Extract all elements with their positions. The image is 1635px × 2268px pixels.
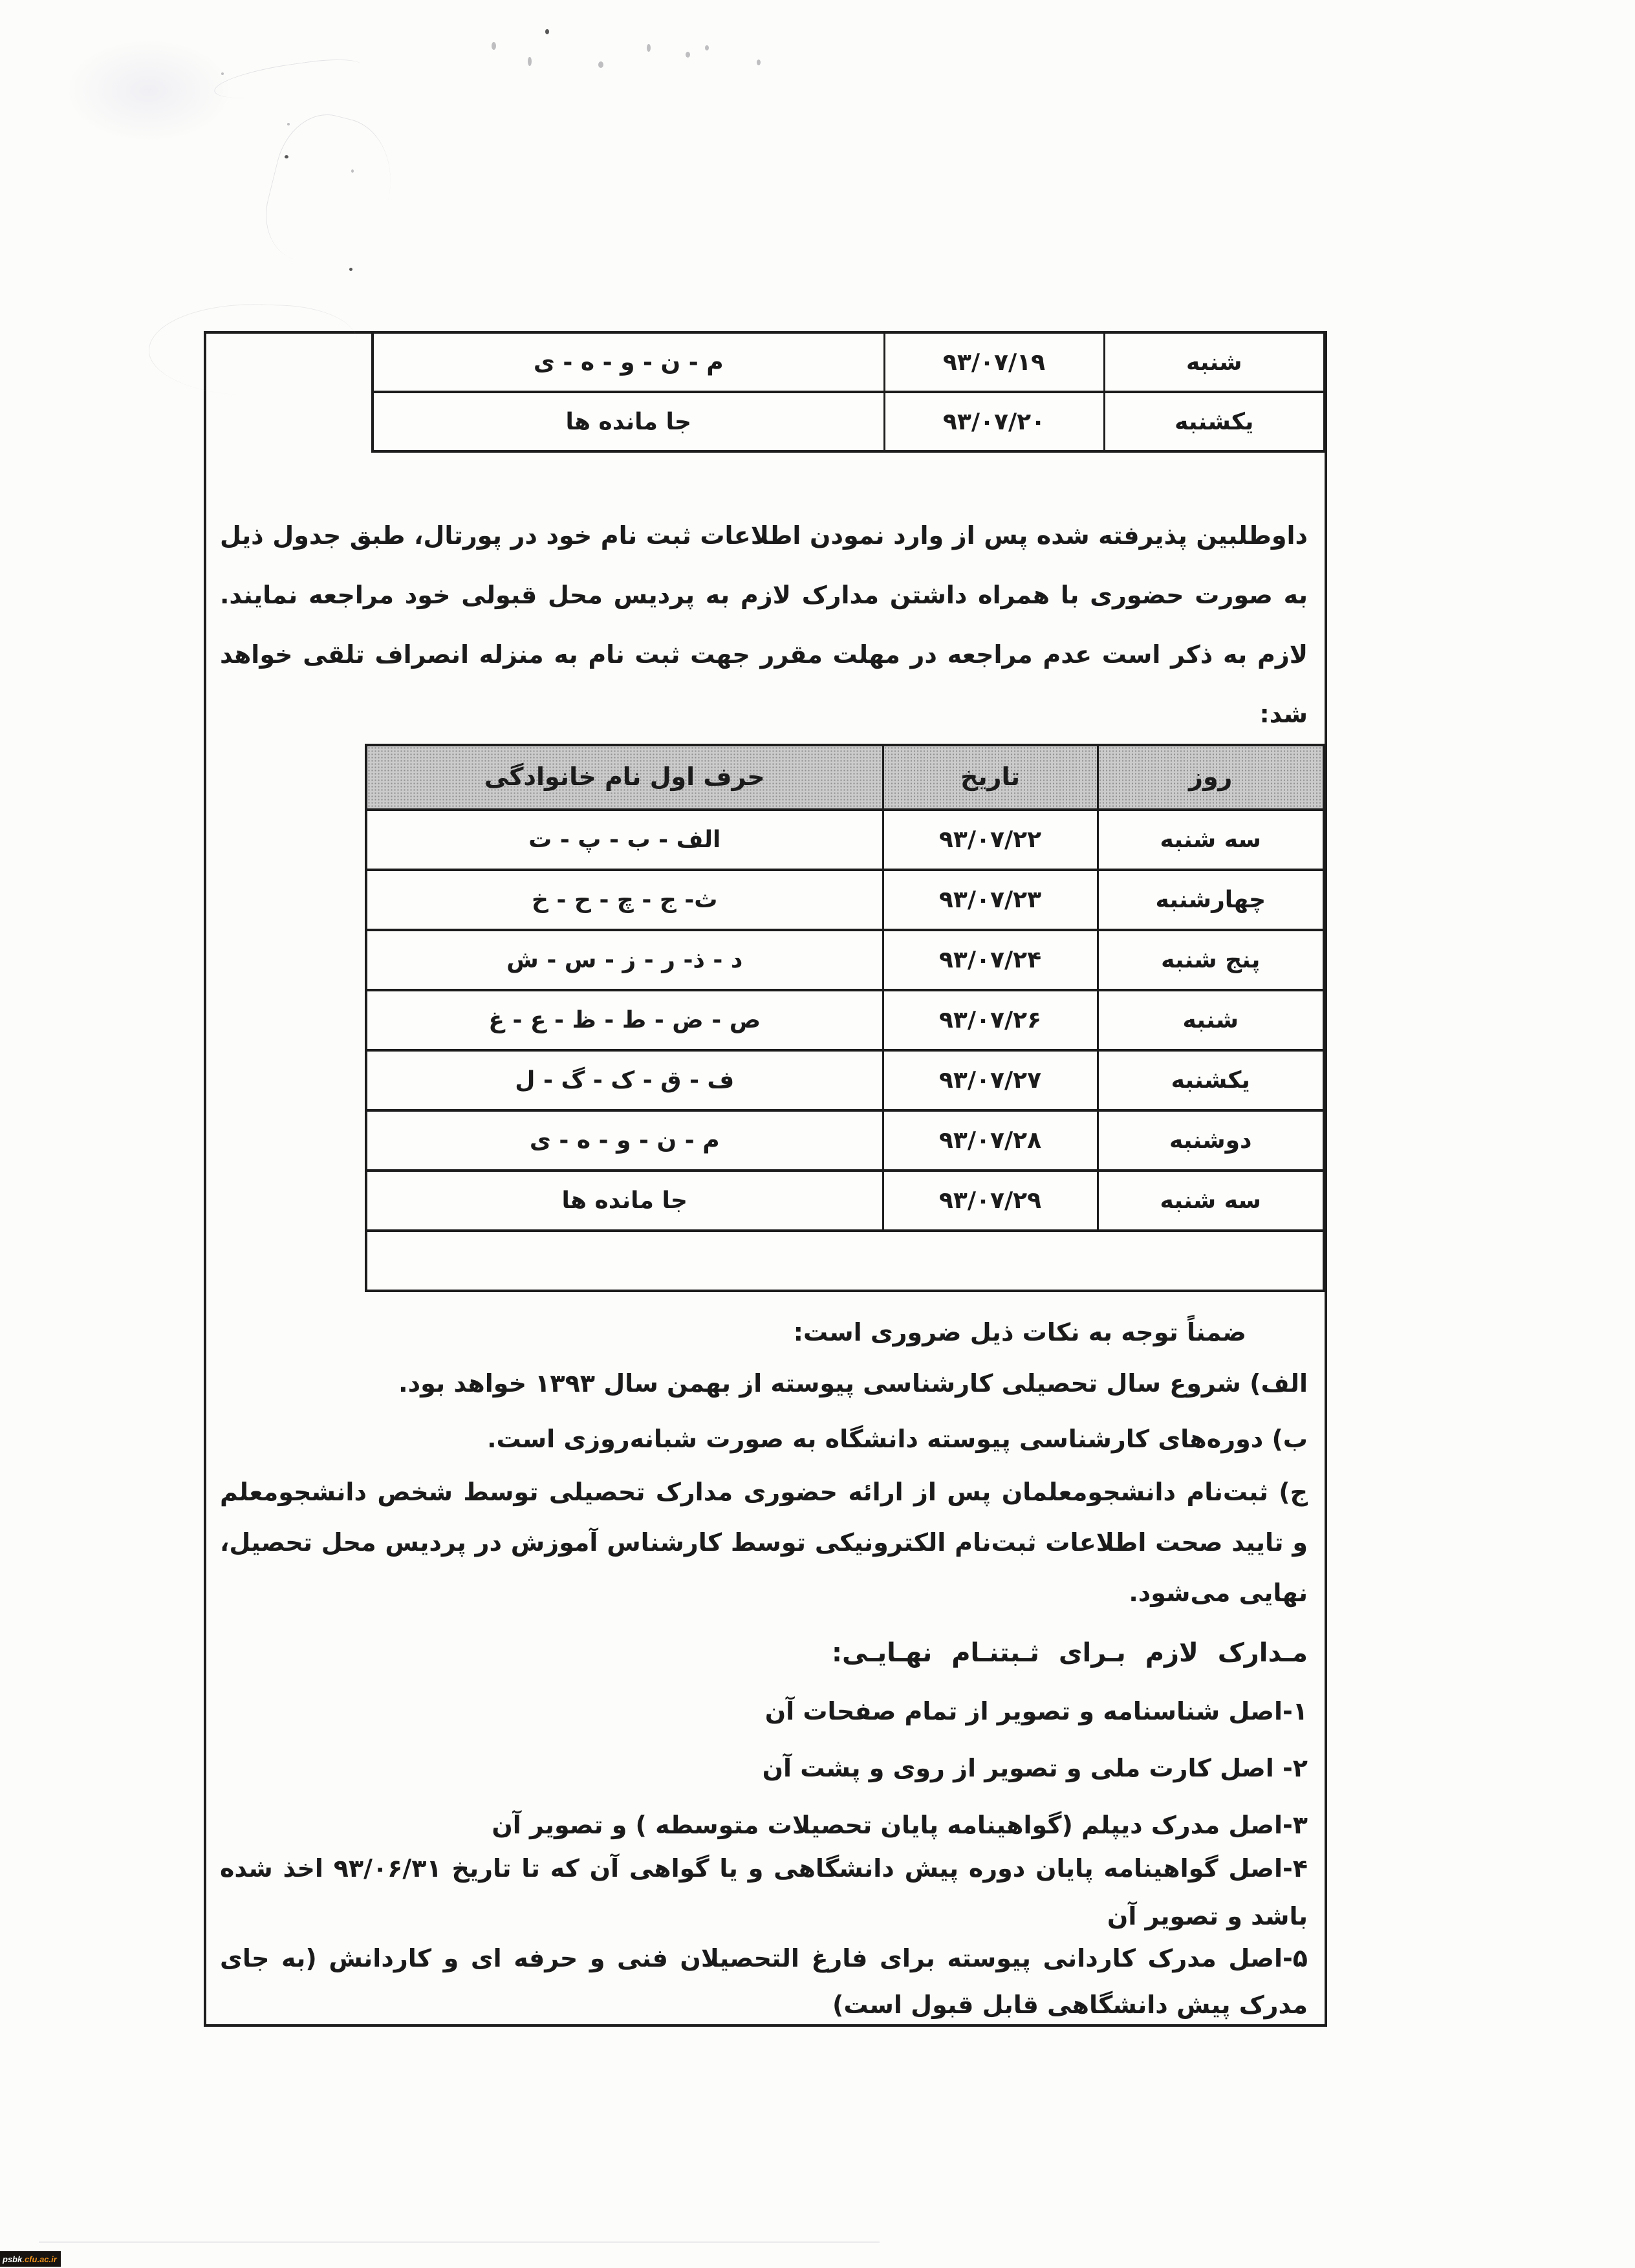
day-cell: چهارشنبه — [1098, 870, 1324, 930]
day-cell: شنبه — [1104, 332, 1325, 392]
letters-column-header: حرف اول نام خانوادگی — [366, 745, 883, 810]
date-column-header: تاریخ — [883, 745, 1098, 810]
scan-speck — [221, 72, 224, 75]
table-header-row — [366, 745, 1324, 810]
day-cell: دوشنبه — [1098, 1110, 1324, 1171]
scan-squiggle — [255, 105, 406, 278]
letters-cell: الف - ب - پ - ت — [366, 810, 883, 870]
table-row — [373, 392, 1325, 451]
document-item-1: ۱-اصل شناسنامه و تصویر از تمام صفحات آن — [764, 1697, 1308, 1725]
day-cell: پنج شنبه — [1098, 930, 1324, 990]
scan-squiggle — [212, 54, 364, 105]
day-cell: یکشنبه — [1104, 392, 1325, 451]
intro-paragraph: داوطلبین پذیرفته شده پس از وارد نمودن اطلاعات ثبت نام خود در پورتال، طبق جدول ذیل به صورت حضوری با همراه داشتن مدارک لازم به پردیس محل قبولی خود مراجعه نمایند. لازم به ذکر است عدم مراجعه در مهلت مقرر جهت ثبت نام به منزله انصراف تلقی خواهد شد: — [220, 521, 1308, 728]
letters-cell: ف - ق - ک - گ - ل — [366, 1050, 883, 1110]
notes-intro: ضمناً توجه به نکات ذیل ضروری است: — [793, 1318, 1246, 1346]
date-cell: ۹۳/۰۷/۲۶ — [883, 990, 1098, 1050]
letters-cell: ث- ج - چ - ح - خ — [366, 870, 883, 930]
day-cell: سه شنبه — [1098, 810, 1324, 870]
letters-cell: د - ذ- ر - ز - س - ش — [366, 930, 883, 990]
scan-speck — [545, 29, 549, 34]
note-item-a: الف) شروع سال تحصیلی کارشناسی پیوسته از بهمن سال ۱۳۹۳ خواهد بود. — [398, 1369, 1308, 1398]
letters-cell: ص - ض - ط - ظ - ع - غ — [366, 990, 883, 1050]
document-item-3: ۳-اصل مدرک دیپلم (گواهینامه پایان تحصیلات متوسطه ) و تصویر آن — [492, 1811, 1308, 1839]
day-cell: سه شنبه — [1098, 1171, 1324, 1231]
document-item-4: ۴-اصل گواهینامه پایان دوره پیش دانشگاهی و یا گواهی آن که تا تاریخ ۹۳/۰۶/۳۱ اخذ شده باشد و تصویر آن — [220, 1854, 1308, 1930]
date-cell: ۹۳/۰۷/۲۷ — [883, 1050, 1098, 1110]
date-cell: ۹۳/۰۷/۲۸ — [883, 1110, 1098, 1171]
scan-speck — [528, 57, 532, 66]
note-item-j: ج) ثبت‌نام دانشجومعلمان پس از ارائه حضوری مدارک تحصیلی توسط شخص دانشجومعلم و تایید صحت اطلاعات ثبت‌نام الکترونیکی توسط کارشناس آموزش در پردیس محل تحصیل، نهایی می‌شود. — [220, 1478, 1308, 1607]
date-cell: ۹۳/۰۷/۱۹ — [884, 332, 1104, 392]
watermark-suffix: .cfu.ac.ir — [22, 2254, 57, 2264]
scan-faint-line — [39, 2241, 880, 2243]
letters-cell: م - ن - و - ه - ی — [366, 1110, 883, 1171]
scan-speck — [351, 169, 354, 173]
day-cell: شنبه — [1098, 990, 1324, 1050]
scan-speck — [287, 123, 290, 125]
scan-speck — [705, 45, 709, 50]
registration-schedule-table — [365, 744, 1325, 1292]
scan-smudge — [65, 39, 233, 142]
scan-speck — [285, 155, 288, 158]
date-cell: ۹۳/۰۷/۲۰ — [884, 392, 1104, 451]
scan-speck — [598, 61, 603, 68]
empty-table-row — [366, 1231, 1324, 1291]
table-row — [366, 990, 1324, 1050]
day-cell: یکشنبه — [1098, 1050, 1324, 1110]
note-item-b: ب) دوره‌های کارشناسی پیوسته دانشگاه به صورت شبانه‌روزی است. — [487, 1425, 1308, 1453]
document-item-5: ۵-اصل مدرک کاردانی پیوسته برای فارغ التحصیلان فنی و حرفه ای و کاردانش (به جای مدرک پیش دانشگاهی قابل قبول است) — [220, 1944, 1308, 2019]
scan-speck — [686, 52, 690, 58]
letters-cell: جا مانده ها — [373, 392, 884, 451]
letters-cell: م - ن - و - ه - ی — [373, 332, 884, 392]
scan-speck — [349, 268, 352, 271]
scan-squiggle — [147, 300, 358, 398]
table-row — [366, 1171, 1324, 1231]
date-cell: ۹۳/۰۷/۲۹ — [883, 1171, 1098, 1231]
table-row — [366, 870, 1324, 930]
day-column-header: روز — [1098, 745, 1324, 810]
table-row — [366, 1050, 1324, 1110]
document-item-2: ۲- اصل کارت ملی و تصویر از روی و پشت آن — [762, 1754, 1308, 1782]
table-row — [373, 332, 1325, 392]
scan-speck — [492, 42, 496, 50]
date-cell: ۹۳/۰۷/۲۳ — [883, 870, 1098, 930]
date-cell: ۹۳/۰۷/۲۲ — [883, 810, 1098, 870]
table-row — [366, 810, 1324, 870]
scan-speck — [647, 44, 651, 52]
watermark-prefix: psbk — [3, 2254, 23, 2264]
previous-schedule-table-partial — [371, 331, 1326, 453]
documents-section-title: مـدارک لازم بـرای ثـبتنـام نهـایـی: — [832, 1638, 1308, 1668]
site-watermark — [0, 2251, 61, 2267]
date-cell: ۹۳/۰۷/۲۴ — [883, 930, 1098, 990]
scan-speck — [757, 59, 761, 65]
table-row — [366, 930, 1324, 990]
table-row — [366, 1110, 1324, 1171]
letters-cell: جا مانده ها — [366, 1171, 883, 1231]
